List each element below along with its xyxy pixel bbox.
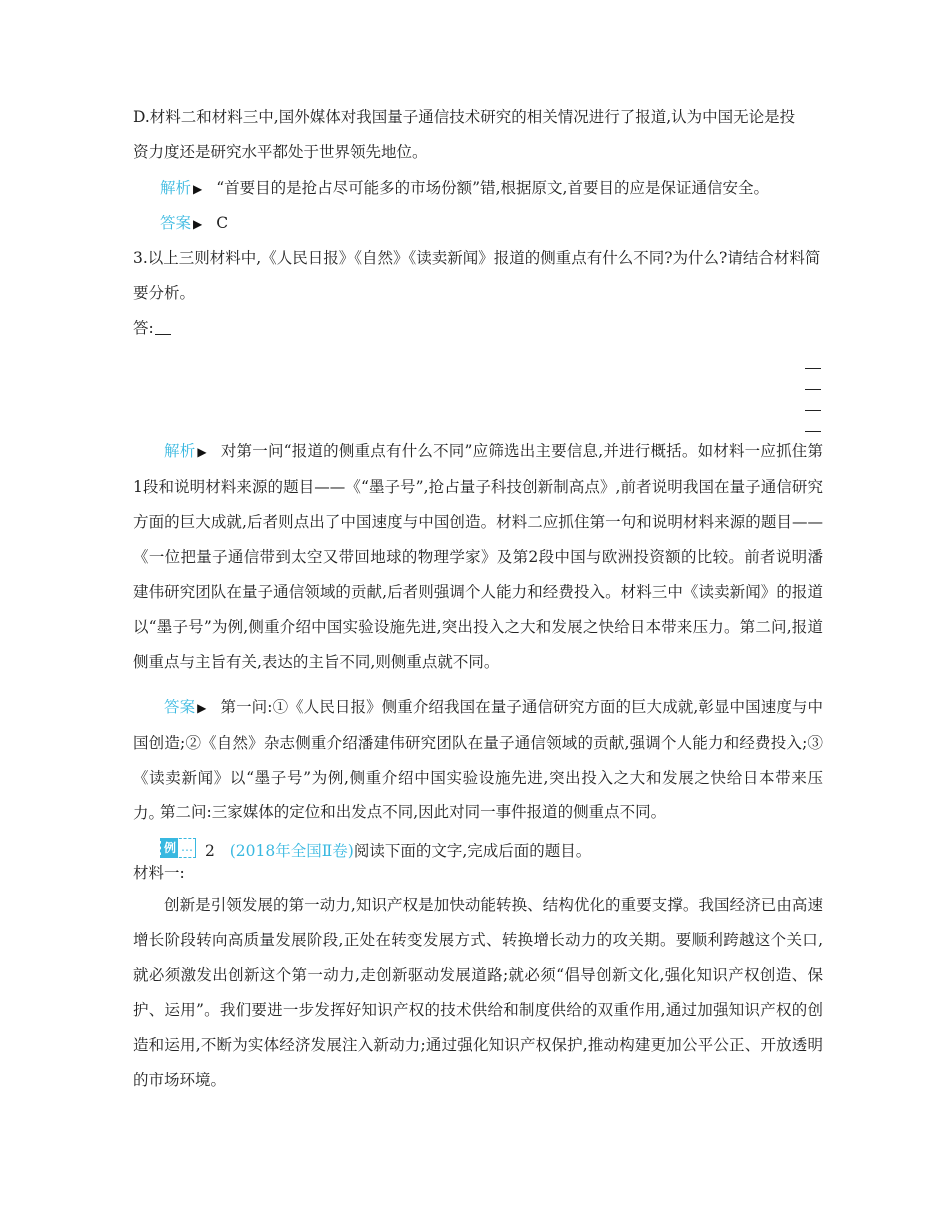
material-one-text: 创新是引领发展的第一动力,知识产权是加快动能转换、结构优化的重要支撑。我国经济已由高速增长阶段转向高质量发展阶段,正处在转变发展方式、转换增长动力的攻关期。要顺利跨越这个关口,就必须激发出创新这个第一动力,走创新驱动发展道路;就必须“倡导创新文化,强化知识产权创造、保护、运用”。我们要进一步发挥好知识产权的技术供给和制度供给的双重作用,通过加强知识产权的创造和运用,不断为实体经济发展注入新动力;通过强化知识产权保护,推动构建更加公平公正、开放透明的市场环境。 bbox=[133, 896, 823, 1089]
q3-answer-text: 第一问:①《人民日报》侧重介绍我国在量子通信研究方面的巨大成就,彰显中国速度与中国创造;②《自然》杂志侧重介绍潘建伟研究团队在量子通信领域的贡献,强调个人能力和经费投入;③《读卖新闻》以“墨子号”为例,侧重介绍中国实验设施先进,突出投入之大和发展之快给日本带来压力。 bbox=[133, 698, 823, 822]
answer-prompt: 答: bbox=[133, 319, 154, 337]
q3-answer-part2: 第二问:三家媒体的定位和出发点不同,因此对同一事件报道的侧重点不同。 bbox=[160, 803, 667, 821]
q3-question-line2: 要分析。 bbox=[133, 284, 196, 302]
example-badge: 例 … bbox=[160, 838, 196, 858]
q2-answer-text: C bbox=[216, 214, 229, 232]
arrow-icon: ▶ bbox=[193, 217, 203, 231]
material-label: 材料一: bbox=[133, 864, 185, 882]
q2-analysis-text: “首要目的是抢占尽可能多的市场份额”错,根据原文,首要目的应是保证通信安全。 bbox=[216, 179, 769, 197]
q2-answer bbox=[160, 212, 850, 235]
analysis-label: 解析 bbox=[160, 179, 192, 197]
answer-label: 答案 bbox=[164, 698, 196, 716]
example-number: 2 bbox=[204, 842, 215, 860]
option-d-line1: D.材料二和材料三中,国外媒体对我国量子通信技术研究的相关情况进行了报道,认为中国无论是投 bbox=[133, 108, 796, 126]
analysis-label: 解析 bbox=[164, 442, 196, 460]
answer-blank[interactable] bbox=[155, 318, 171, 335]
answer-blank-line[interactable] bbox=[805, 368, 821, 369]
arrow-icon: ▶ bbox=[197, 445, 207, 459]
q2-analysis bbox=[160, 177, 850, 200]
example-2-header bbox=[160, 838, 850, 862]
q3-analysis-text: 对第一问“报道的侧重点有什么不同”应筛选出主要信息,并进行概括。如材料一应抓住第1段和说明材料来源的题目——《“墨子号”,抢占量子科技创新制高点》,前者说明我国在量子通信研究方面的巨大成就,后者则点出了中国速度与中国创造。材料二应抓住第一句和说明材料来源的题目——《一位把量子通信带到太空又带回地球的物理学家》及第2段中国与欧洲投资额的比较。前者说明潘建伟研究团队在量子通信领域的贡献,后者则强调个人能力和经费投入。材料三中《读卖新闻》的报道以“墨子号”为例,侧重介绍中国实验设施先进,突出投入之大和发展之快给日本带来压力。第二问,报道侧重点与主旨有关,表达的主旨不同,则侧重点就不同。 bbox=[133, 442, 823, 671]
q3-question-line1: 3.以上三则材料中,《人民日报》《自然》《读卖新闻》报道的侧重点有什么不同?为什么?请结合材料简 bbox=[133, 249, 821, 267]
example-instruction: 阅读下面的文字,完成后面的题目。 bbox=[353, 842, 592, 860]
q3-answer-line bbox=[133, 317, 823, 339]
answer-label: 答案 bbox=[160, 214, 192, 232]
answer-blank-line[interactable] bbox=[805, 431, 821, 432]
answer-blank-line[interactable] bbox=[805, 410, 821, 411]
q3-analysis bbox=[133, 434, 823, 680]
example-source: (2018年全国Ⅱ卷) bbox=[229, 842, 354, 860]
answer-blank-line[interactable] bbox=[805, 389, 821, 390]
arrow-icon: ▶ bbox=[193, 182, 203, 196]
arrow-icon: ▶ bbox=[197, 701, 207, 715]
option-d-line2: 资力度还是研究水平都处于世界领先地位。 bbox=[133, 143, 428, 161]
